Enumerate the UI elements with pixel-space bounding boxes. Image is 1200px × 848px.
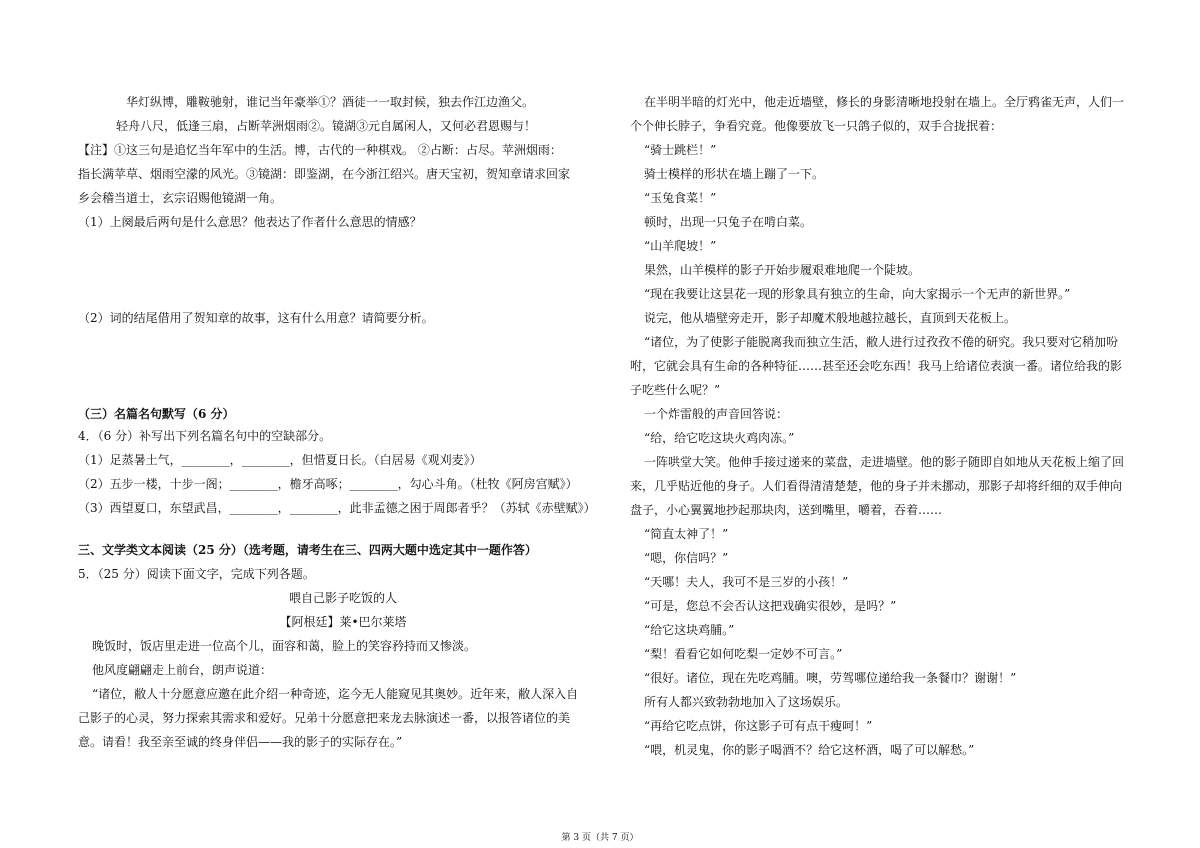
question-4-item-1: （1）足蒸暑土气，________，________，但惜夏日长。（白居易《观刈麦》） [78,453,482,467]
question-2: （2）词的结尾借用了贺知章的故事，这有什么用意？请简要分析。 [78,311,434,325]
question-5-stem: 5．（25 分）阅读下面文字，完成下列各题。 [78,567,315,581]
paragraph-3-line-3: 意。请看！我至亲至诚的终身伴侣——我的影子的实际存在。” [78,735,403,749]
section-3-title: （三）名篇名句默写（6 分） [78,407,235,421]
dialogue-line: “简直太神了！” [644,527,729,541]
dialogue-line: “再给它吃点饼，你这影子可有点干瘦呵！” [644,719,873,733]
dialogue-line: “梨！看看它如何吃梨一定妙不可言。” [644,647,843,661]
story-line: 一阵哄堂大笑。他伸手接过递来的菜盘，走进墙壁。他的影子随即自如地从天花板上缩了回 [644,455,1125,469]
question-1: （1）上阕最后两句是什么意思？他表达了作者什么意思的情感？ [78,215,422,229]
dialogue-line: “山羊爬坡！” [644,239,717,253]
dialogue-line: “玉兔食菜！” [644,191,717,205]
paragraph-3-line-1: “诸位，敝人十分愿意应邀在此介绍一种奇迹，迄今无人能窥见其奥妙。近年来，敝人深入自 [92,687,579,701]
question-4-item-2: （2）五步一楼，十步一阁；________，檐牙高啄；________，勾心斗角。（杜牧《阿房宫赋》） [78,477,578,491]
dialogue-line: 咐，它就会具有生命的各种特征……甚至还会吃东西！我马上给诸位表演一番。诸位给我的影 [630,359,1123,373]
literature-section-title: 三、文学类文本阅读（25 分）（选考题，请考生在三、四两大题中选定其中一题作答） [78,543,537,557]
dialogue-line: “现在我要让这昙花一现的形象具有独立的生命，向大家揭示一个无声的新世界。” [644,287,1071,301]
story-title: 喂自己影子吃饭的人 [288,591,397,605]
dialogue-line: “喂，机灵鬼，你的影子喝酒不？给它这杯酒，喝了可以解愁。” [644,743,975,757]
dialogue-line: “可是，您总不会否认这把戏确实很妙，是吗？” [644,599,897,613]
poem-line-1: 华灯纵博，雕鞍驰射，谁记当年豪举①？酒徒一一取封候，独去作江边渔父。 [126,95,535,109]
story-line: 所有人都兴致勃勃地加入了这场娱乐。 [644,695,849,709]
dialogue-line: 子吃些什么呢？” [630,383,721,397]
dialogue-line: “骑士跳栏！” [644,143,717,157]
question-4-stem: 4．（6 分）补写出下列名篇名句中的空缺部分。 [78,429,332,443]
paragraph-3-line-2: 己影子的心灵，努力探索其需求和爱好。兄弟十分愿意把来龙去脉演述一番，以报答诸位的美 [78,711,571,725]
page-number: 第 3 页（共 7 页） [561,833,639,843]
story-line: 一个炸雷般的声音回答说： [644,407,789,421]
paragraph-1: 晚饭时，饭店里走进一位高个儿，面容和蔼，脸上的笑容矜持而又惨淡。 [92,639,477,653]
dialogue-line: “给，给它吃这块火鸡肉冻。” [644,431,795,445]
dialogue-line: “天哪！夫人，我可不是三岁的小孩！” [644,575,849,589]
annotation-line-1: 【注】①这三句是追忆当年军中的生活。博，古代的一种棋戏。 ②占断：占尽。苹洲烟雨： [78,143,562,157]
poem-line-2: 轻舟八尺，低逢三扇，占断苹洲烟雨②。镜湖③元自属闲人，又何必君恩赐与！ [116,119,537,133]
dialogue-line: “嗯，你信吗？” [644,551,729,565]
story-author: 【阿根廷】莱•巴尔莱塔 [279,615,407,629]
story-line: 骑士模样的形状在墙上蹦了一下。 [644,167,825,181]
annotation-line-2: 指长满苹草、烟雨空濛的风光。③镜湖：即鉴湖，在今浙江绍兴。唐天宝初，贺知章请求回家 [78,167,571,181]
dialogue-line: “给它这块鸡脯。” [644,623,735,637]
story-line: 顿时，出现一只兔子在啃白菜。 [644,215,813,229]
story-line: 盘子，小心翼翼地抄起那块肉，送到嘴里，嚼着，吞着…… [630,503,943,517]
story-line: 在半明半暗的灯光中，他走近墙壁，修长的身影清晰地投射在墙上。全厅鸦雀无声，人们一 [644,95,1125,109]
dialogue-line: “诸位，为了使影子能脱离我而独立生活，敝人进行过孜孜不倦的研究。我只要对它稍加吩 [644,335,1119,349]
story-line: 果然，山羊模样的影子开始步履艰难地爬一个陡坡。 [644,263,921,277]
story-line: 个个伸长脖子，争看究竟。他像要放飞一只鸽子似的，双手合拢抿着： [630,119,1003,133]
story-line: 说完，他从墙壁旁走开，影子却魔术般地越拉越长，直顶到天花板上。 [644,311,1017,325]
annotation-line-3: 乡会稽当道士，玄宗诏赐他镜湖一角。 [78,191,283,205]
dialogue-line: “很好。诸位，现在先吃鸡脯。噢，劳驾哪位递给我一条餐巾？谢谢！” [644,671,1017,685]
story-line: 来，几乎贴近他的身子。人们看得清清楚楚，他的身子并未挪动，那影子却将纤细的双手伸向 [630,479,1123,493]
paragraph-2: 他风度翩翩走上前台，朗声说道： [92,663,273,677]
question-4-item-3: （3）西望夏口，东望武昌，________，________，此非孟德之困于周郎者乎？（苏轼《赤壁赋》） [78,501,596,515]
